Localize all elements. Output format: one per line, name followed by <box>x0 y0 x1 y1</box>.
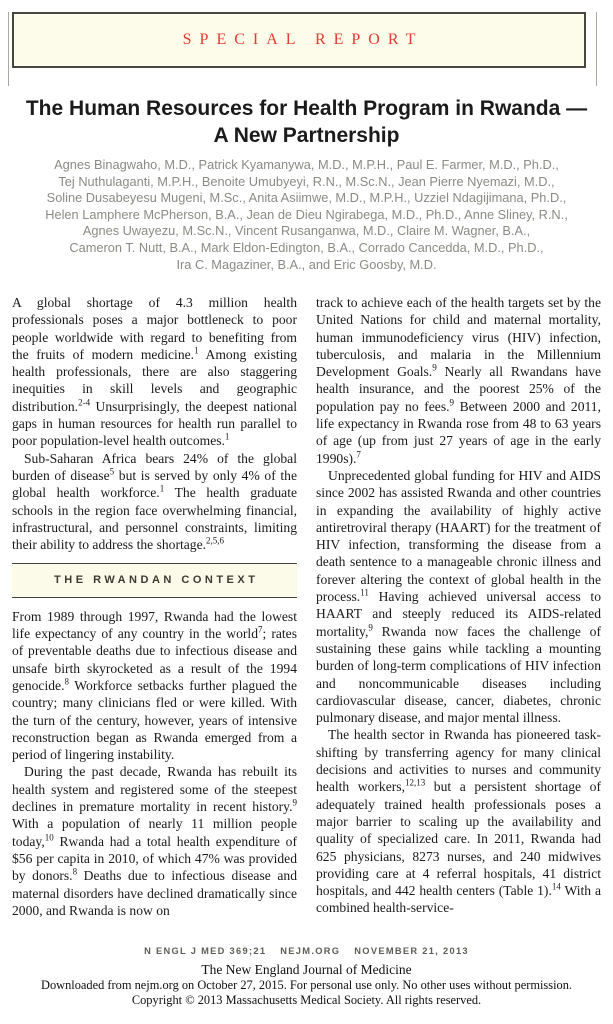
special-report-label: SPECIAL REPORT <box>182 31 424 48</box>
reference-superscript: 9 <box>368 622 373 633</box>
author-line: Ira C. Magaziner, B.A., and Eric Goosby, M.D. <box>176 256 437 272</box>
reference-superscript: 9 <box>432 362 437 373</box>
copyright-notice: Copyright © 2013 Massachusetts Medical Society. All rights reserved. <box>131 993 482 1007</box>
reference-superscript: 9 <box>449 397 455 408</box>
reference-superscript: 1 <box>159 483 165 494</box>
page-edge-mark-right <box>596 12 597 86</box>
article-paragraph: track to achieve each of the health targets set by the United Nations for child and maternal mortality, human immunodeficiency virus (HIV) infection, tuberculosis, and malaria in the Millennium Development Goals.$^9$ Nearly all Rwandans have health insurance, and the poorest 25% of the population pay no fees.$^9$ Between 2000 and 2011, life expectancy in Rwanda rose from 48 to 63 years of age (up from just 27 years of age in the early 1990s).$^7$ <box>316 295 601 466</box>
author-line: Cameron T. Nutt, B.A., Mark Eldon-Edington, B.A., Corrado Cancedda, M.D., Ph.D., <box>69 239 544 255</box>
article-paragraph: During the past decade, Rwanda has rebuilt its health system and registered some of the steepest declines in premature mortality in recent history.$^9$ With a population of nearly 11 million people today,$^{10}$ Rwanda had a total health expenditure of $56 per capita in 2010, of which 47% was provided by donors.$^8$ Deaths due to infectious disease and maternal disorders have declined dramatically since 2000, and Rwanda is now on <box>12 764 297 918</box>
article-paragraph: Unprecedented global funding for HIV and AIDS since 2002 has assisted Rwanda and other countries in expanding the availability of highly active antiretroviral therapy (HAART) for the treatment of HIV infection, transforming the disease from a death sentence to a manageable chronic illness and forever altering the context of global health in the process.$^{11}$ Having achieved universal access to HAART and steeply reduced its AIDS-related mortality,$^9$ Rwanda now faces the challenge of sustaining these gains while tackling a mounting burden of long-term complications of HIV infection and noncommunicable diseases including cardiovascular disease, cancer, diabetes, chronic pulmonary disease, and major mental illness. <box>316 467 601 726</box>
reference-superscript: 11 <box>360 587 369 598</box>
article-title <box>0 95 613 149</box>
article-paragraph: From 1989 through 1997, Rwanda had the lowest life expectancy of any country in the world$^7$; rates of preventable deaths due to infectious disease and unsafe birth skyrocketed as a result of the 1994 genocide.$^8$ Workforce setbacks further plagued the country; many clinicians fled or were killed. With the turn of the century, however, years of intensive reconstruction began as Rwanda emerged from a period of lingering instability. <box>12 608 297 763</box>
journal-site: NEJM.ORG <box>280 946 341 956</box>
reference-superscript: 9 <box>292 797 297 808</box>
journal-name: The New England Journal of Medicine <box>201 962 412 977</box>
author-list <box>20 157 593 273</box>
article-column-left <box>12 294 297 919</box>
journal-citation: N ENGL J MED 369;21 <box>144 946 267 956</box>
reference-superscript: 8 <box>72 866 78 877</box>
author-line: Soline Dusabeyesu Mugeni, M.Sc., Anita Asiimwe, M.D., M.P.H., Uzziel Ndagijimana, Ph.D., <box>46 190 567 206</box>
reference-superscript: 1 <box>224 431 230 442</box>
reference-superscript: 2,5,6 <box>206 535 225 546</box>
article-title-line2: A New Partnership <box>213 124 400 147</box>
article-paragraph: The health sector in Rwanda has pioneered task-shifting by transferring agency for many clinical decisions and activities to nurses and community health workers,$^{12,13}$ but a persistent shortage of adequately trained health professionals poses a major barrier to scaling up the availability and quality of specialized care. In 2011, Rwanda had 625 physicians, 8273 nurses, and 240 midwives providing care at 4 referral hospitals, 41 district hospitals, and 442 health centers (Table 1).$^{14}$ With a combined health-service- <box>316 727 601 916</box>
reference-superscript: 10 <box>44 832 54 843</box>
reference-superscript: 14 <box>551 881 561 892</box>
section-heading: THE RWANDAN CONTEXT <box>12 563 297 597</box>
page-edge-mark-left <box>8 12 9 86</box>
article-column-right <box>316 294 601 917</box>
running-footer-citation <box>0 946 613 956</box>
issue-date: NOVEMBER 21, 2013 <box>354 946 469 956</box>
article-paragraph: A global shortage of 4.3 million health professionals poses a major bottleneck to poor people worldwide with regard to benefiting from the fruits of modern medicine.$^1$ Among existing health professionals, there are also staggering inequities in skill levels and geographic distribution.$^{2-4}$ Unsurprisingly, the deepest national gaps in human resources for health run parallel to poor population-level health outcomes.$^1$ <box>12 295 298 449</box>
article-title-line1: The Human Resources for Health Program in Rwanda — <box>25 97 588 120</box>
author-line: Tej Nuthulaganti, M.P.H., Benoite Umubyeyi, R.N., M.Sc.N., Jean Pierre Nyemazi, M.D., <box>58 173 555 189</box>
reference-superscript: 7 <box>258 624 263 635</box>
reference-superscript: 12,13 <box>404 777 426 788</box>
reference-superscript: 1 <box>194 345 199 356</box>
author-line: Agnes Binagwaho, M.D., Patrick Kyamanywa, M.D., M.P.H., Paul E. Farmer, M.D., Ph.D., <box>54 157 559 172</box>
reference-superscript: 8 <box>64 676 69 687</box>
download-notice: Downloaded from nejm.org on October 27, 2015. For personal use only. No other uses without permission. <box>41 978 572 992</box>
reference-superscript: 7 <box>356 449 361 460</box>
author-line: Agnes Uwayezu, M.Sc.N., Vincent Rusanganwa, M.D., Claire M. Wagner, B.A., <box>82 223 531 239</box>
reference-superscript: 5 <box>109 466 115 477</box>
reference-superscript: 2-4 <box>78 397 91 408</box>
special-report-banner <box>12 12 586 68</box>
author-line: Helen Lamphere McPherson, B.A., Jean de Dieu Ngirabega, M.D., Ph.D., Anne Sliney, R.N., <box>45 206 568 222</box>
article-paragraph: Sub-Saharan Africa bears 24% of the global burden of disease$^5$ but is served by only 4% of the global health workforce.$^1$ The health graduate schools in the region face overwhelming financial, infrastructural, and personnel constraints, limiting their ability to address the shortage.$^{2,5,6}$ <box>12 450 298 553</box>
